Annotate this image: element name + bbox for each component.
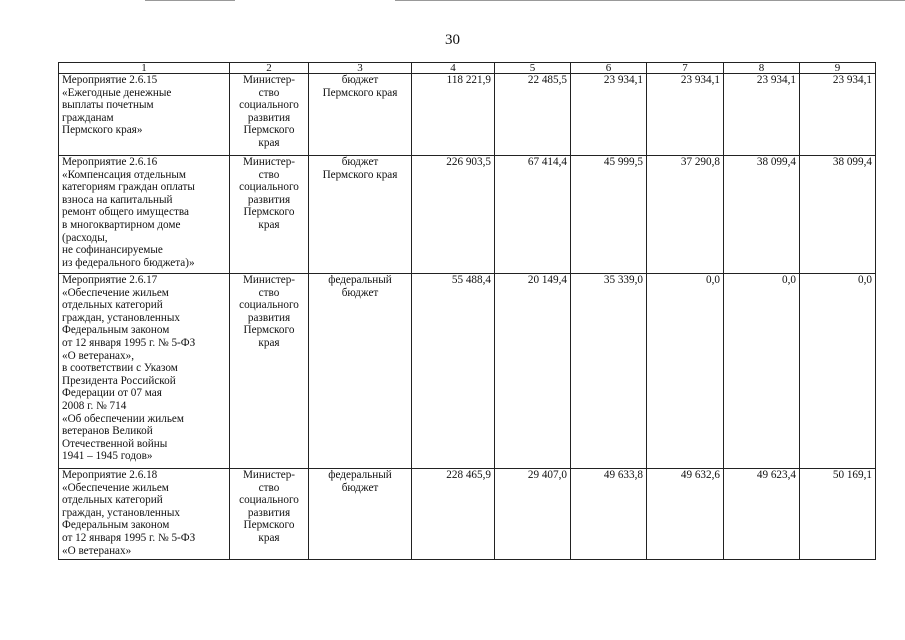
value-col-9: 0,0 — [800, 274, 876, 469]
value-col-8: 0,0 — [724, 274, 800, 469]
budget-table — [58, 62, 876, 560]
executor-cell: Министер- ство социального развития Пермского края — [230, 74, 309, 156]
executor-cell: Министер- ство социального развития Пермского края — [230, 274, 309, 469]
value-col-5: 22 485,5 — [495, 74, 571, 156]
value-col-4: 228 465,9 — [412, 469, 495, 560]
column-header-2: 2 — [230, 63, 309, 74]
column-header-7: 7 — [647, 63, 724, 74]
executor-cell: Министер- ство социального развития Пермского края — [230, 156, 309, 274]
value-col-6: 49 633,8 — [571, 469, 647, 560]
top-edge-line-left — [145, 0, 235, 1]
value-col-9: 50 169,1 — [800, 469, 876, 560]
table-row — [59, 469, 876, 560]
value-col-5: 67 414,4 — [495, 156, 571, 274]
value-col-8: 38 099,4 — [724, 156, 800, 274]
measure-name: Мероприятие 2.6.16 «Компенсация отдельным категориям граждан оплаты взноса на капитальный ремонт общего имущества в многоквартирном доме (расходы, не софинансируемые из федерального бюджета)» — [59, 156, 230, 274]
value-col-9: 38 099,4 — [800, 156, 876, 274]
value-col-6: 35 339,0 — [571, 274, 647, 469]
page-number: 30 — [445, 32, 460, 48]
measure-name: Мероприятие 2.6.15 «Ежегодные денежные выплаты почетным гражданам Пермского края» — [59, 74, 230, 156]
funding-source-cell: федеральный бюджет — [309, 274, 412, 469]
value-col-7: 0,0 — [647, 274, 724, 469]
header-row — [59, 63, 876, 74]
measure-name: Мероприятие 2.6.18 «Обеспечение жильем отдельных категорий граждан, установленных Федеральным законом от 12 января 1995 г. № 5-ФЗ «О ветеранах» — [59, 469, 230, 560]
measure-name: Мероприятие 2.6.17 «Обеспечение жильем отдельных категорий граждан, установленных Федеральным законом от 12 января 1995 г. № 5-ФЗ «О ветеранах», в соответствии с Указом Президента Российской Федерации от 07 мая 2008 г. № 714 «Об обеспечении жильем ветеранов Великой Отечественной войны 1941 – 1945 годов» — [59, 274, 230, 469]
funding-source-cell: бюджет Пермского края — [309, 156, 412, 274]
column-header-4: 4 — [412, 63, 495, 74]
value-col-4: 118 221,9 — [412, 74, 495, 156]
value-col-5: 29 407,0 — [495, 469, 571, 560]
column-header-6: 6 — [571, 63, 647, 74]
executor-cell: Министер- ство социального развития Пермского края — [230, 469, 309, 560]
column-header-1: 1 — [59, 63, 230, 74]
value-col-9: 23 934,1 — [800, 74, 876, 156]
column-header-8: 8 — [724, 63, 800, 74]
table-row — [59, 274, 876, 469]
value-col-4: 55 488,4 — [412, 274, 495, 469]
column-header-9: 9 — [800, 63, 876, 74]
funding-source-cell: бюджет Пермского края — [309, 74, 412, 156]
value-col-8: 49 623,4 — [724, 469, 800, 560]
value-col-4: 226 903,5 — [412, 156, 495, 274]
column-header-5: 5 — [495, 63, 571, 74]
value-col-7: 23 934,1 — [647, 74, 724, 156]
table-row — [59, 156, 876, 274]
value-col-8: 23 934,1 — [724, 74, 800, 156]
table-row — [59, 74, 876, 156]
top-edge-line-right — [395, 0, 905, 1]
value-col-7: 49 632,6 — [647, 469, 724, 560]
column-header-3: 3 — [309, 63, 412, 74]
funding-source-cell: федеральный бюджет — [309, 469, 412, 560]
value-col-5: 20 149,4 — [495, 274, 571, 469]
value-col-6: 45 999,5 — [571, 156, 647, 274]
value-col-7: 37 290,8 — [647, 156, 724, 274]
value-col-6: 23 934,1 — [571, 74, 647, 156]
